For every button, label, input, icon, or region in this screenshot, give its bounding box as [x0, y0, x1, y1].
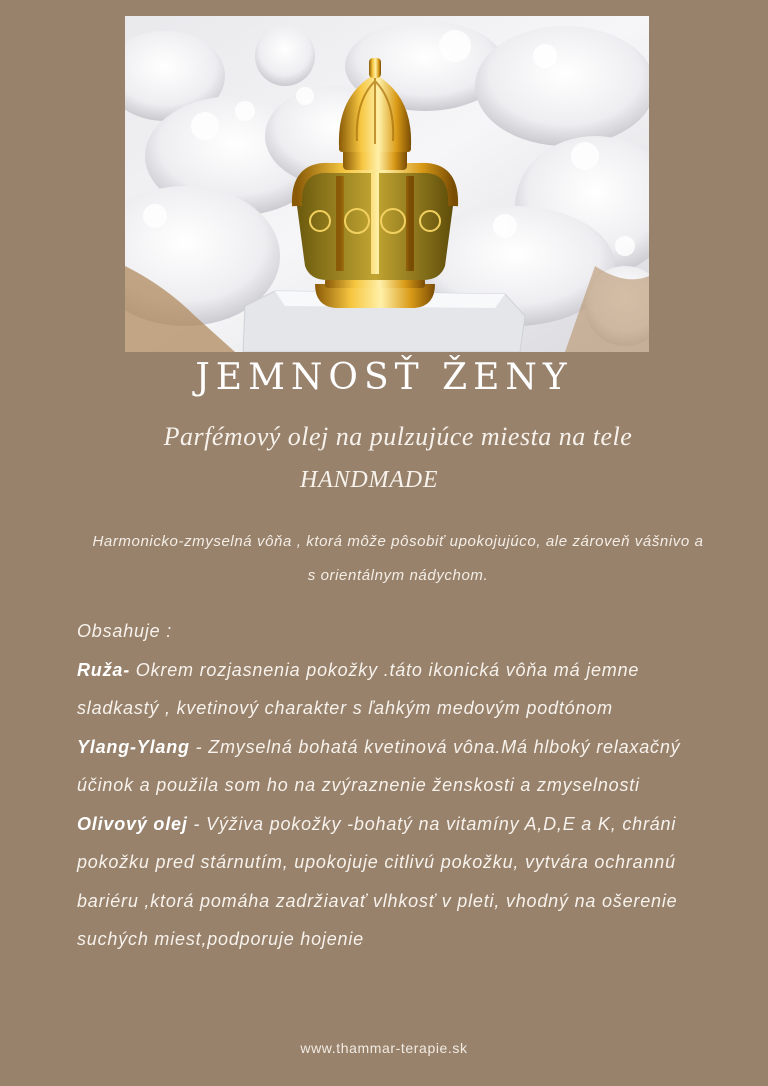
- ingredient-item-ylang: [77, 728, 727, 805]
- page-title: JEMNOSŤ ŽENY: [195, 357, 573, 398]
- contains-label: Obsahuje :: [77, 621, 173, 641]
- handmade-label: HANDMADE: [300, 467, 439, 493]
- ingredient-description: Okrem rozjasnenia pokožky .táto ikonická vôňa má jemne sladkastý , kvetinový charakter s ľahkým medovým podtónom: [77, 659, 640, 718]
- ingredient-name: Ruža-: [77, 659, 130, 680]
- intro-text: Harmonicko-zmyselná vôňa , ktorá môže pôsobiť upokojujúco, ale zároveň vášnivo a s orientálnym nádychom.: [92, 533, 704, 584]
- ingredient-description: - Výživa pokožky -bohatý na vitamíny A,D,E a K, chráni pokožku pred stárnutím, upokojuje citlivú pokožku, vytvára ochrannú bariéru ,ktorá pomáha zadržiavať vlhkosť v pleti, vhodný na ošerenie suchých miest,podporuje hojenie: [77, 813, 678, 949]
- ingredient-item-olive-oil: [77, 805, 727, 959]
- ingredient-name: Ylang-Ylang: [77, 736, 190, 757]
- product-photo: [125, 16, 649, 352]
- ingredient-description: - Zmyselná bohatá kvetinová vôna.Má hlboký relaxačný účinok a použila som ho na zvýraznenie ženskosti a zmyselnosti: [77, 736, 681, 795]
- website-link[interactable]: www.thammar-terapie.sk: [300, 1040, 468, 1056]
- ingredient-name: Olivový olej: [77, 813, 188, 834]
- ingredients-section: [77, 612, 727, 959]
- perfume-bottle-image: [125, 16, 649, 352]
- product-subtitle: Parfémový olej na pulzujúce miesta na tele: [163, 422, 633, 451]
- ingredient-item-rose: [77, 651, 727, 728]
